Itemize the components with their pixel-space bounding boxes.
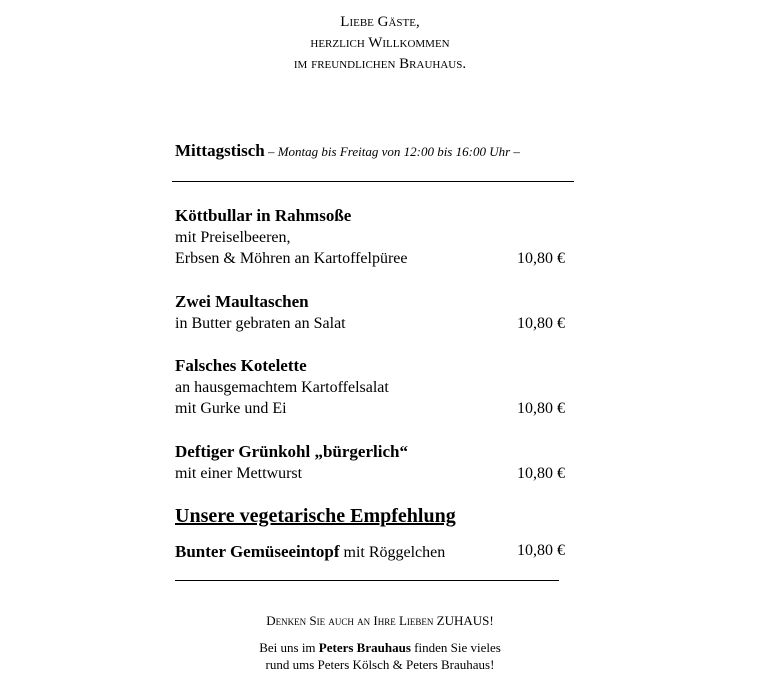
vegetarian-heading: Unsere vegetarische Empfehlung bbox=[175, 505, 456, 527]
vegetarian-dish bbox=[175, 542, 565, 562]
dish-description: Erbsen & Möhren an Kartoffelpüree bbox=[175, 250, 408, 267]
greeting-line-1: Liebe Gäste, bbox=[340, 14, 420, 30]
dish-price: 10,80 € bbox=[517, 464, 565, 482]
dish-name: Zwei Maultaschen bbox=[175, 292, 309, 311]
section-title: Mittagstisch bbox=[175, 141, 265, 160]
dish-item bbox=[175, 291, 565, 334]
footer-line-2-pre: Bei uns im bbox=[259, 640, 319, 655]
dish-description: mit Preiselbeeren, bbox=[175, 228, 291, 246]
divider-bottom bbox=[175, 580, 559, 581]
footer-line-2-post: finden Sie vieles bbox=[410, 640, 501, 655]
dish-item bbox=[175, 205, 565, 270]
vegetarian-dish-extra: mit Röggelchen bbox=[339, 544, 446, 561]
vegetarian-dish-price: 10,80 € bbox=[517, 542, 565, 559]
greeting-line-3: im freundlichen Brauhaus. bbox=[293, 56, 467, 72]
footer-line-1: Denken Sie auch an Ihre Lieben ZUHAUS! bbox=[266, 613, 494, 628]
dish-name: Deftiger Grünkohl „bürgerlich“ bbox=[175, 442, 408, 461]
dish-description: in Butter gebraten an Salat bbox=[175, 314, 346, 332]
section-header bbox=[175, 141, 520, 161]
footer-brand: Peters Brauhaus bbox=[318, 640, 411, 655]
divider-top bbox=[172, 181, 574, 182]
vegetarian-dish-name: Bunter Gemüseeintopf bbox=[175, 542, 340, 561]
greeting-line-2: herzlich Willkommen bbox=[310, 35, 450, 51]
dish-description: an hausgemachtem Kartoffelsalat bbox=[175, 378, 389, 396]
dish-description: mit Gurke und Ei bbox=[175, 400, 287, 417]
dish-price: 10,80 € bbox=[517, 314, 565, 332]
dish-price: 10,80 € bbox=[517, 400, 565, 417]
section-hours: – Montag bis Freitag von 12:00 bis 16:00 Uhr – bbox=[264, 144, 520, 159]
dish-item bbox=[175, 441, 565, 484]
footer-text bbox=[0, 639, 760, 673]
dish-name: Köttbullar in Rahmsoße bbox=[175, 206, 352, 225]
dish-price: 10,80 € bbox=[517, 250, 565, 267]
dish-name: Falsches Kotelette bbox=[175, 356, 307, 375]
dish-description: mit einer Mettwurst bbox=[175, 464, 303, 482]
footer-line-3: rund ums Peters Kölsch & Peters Brauhaus! bbox=[265, 657, 495, 672]
greeting bbox=[0, 12, 760, 75]
dish-item bbox=[175, 355, 565, 420]
